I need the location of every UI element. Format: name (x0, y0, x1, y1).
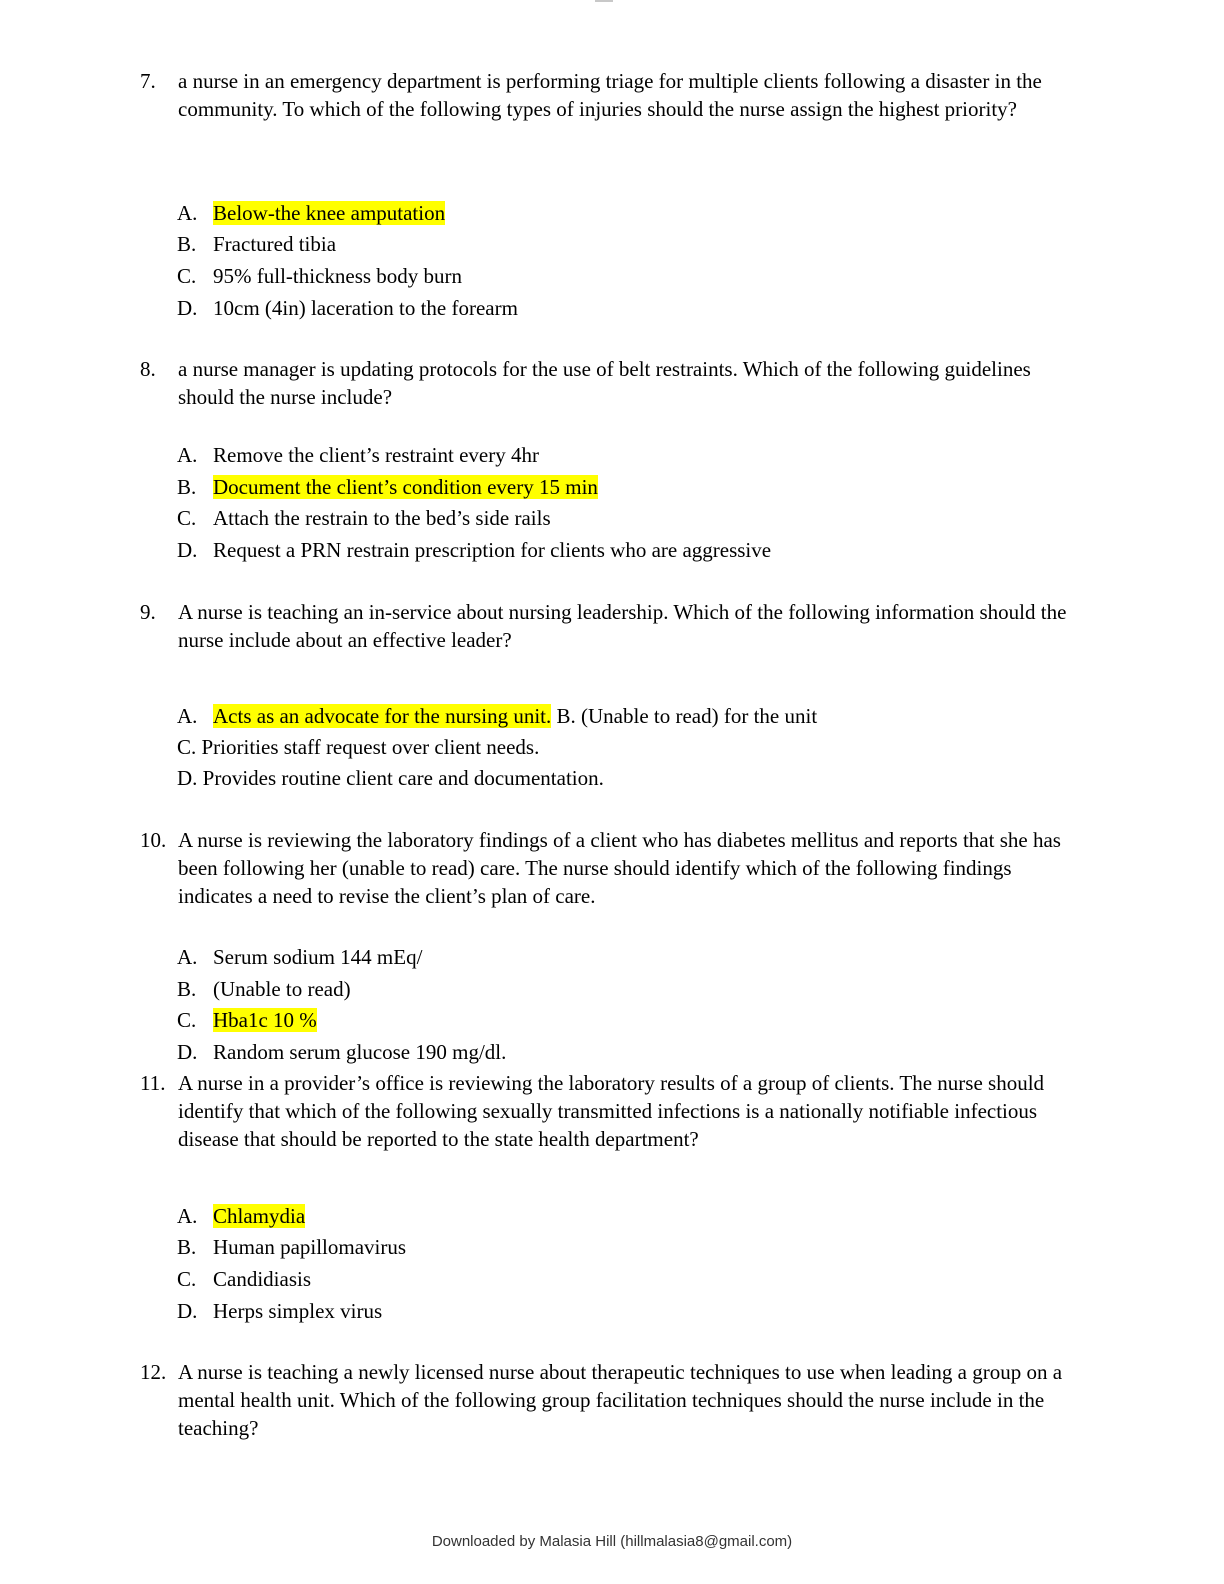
question-text: A nurse is reviewing the laboratory findings of a client who has diabetes mellitus and reports that she has been following her (unable to read) care. The nurse should identify which of the following findings indicates a need to revise the client’s plan of care. (178, 828, 1061, 908)
question-7 (140, 67, 1080, 123)
question-number: 7. (140, 69, 156, 93)
option-7d: D. 10cm (4in) laceration to the forearm (177, 296, 518, 320)
highlighted-answer: Below-the knee amputation (213, 201, 446, 225)
question-number: 9. (140, 600, 156, 624)
question-12 (140, 1358, 1080, 1442)
question-text: A nurse is teaching a newly licensed nurse about therapeutic techniques to use when leading a group on a mental health unit. Which of the following group facilitation techniques should the nurse include in the teaching? (178, 1360, 1063, 1440)
question-text: a nurse manager is updating protocols for the use of belt restraints. Which of the following guidelines should the nurse include? (178, 357, 1031, 409)
highlighted-answer: Acts as an advocate for the nursing unit. (213, 704, 552, 728)
option-10a: A. Serum sodium 144 mEq/ (177, 945, 423, 969)
option-11c: C. Candidiasis (177, 1267, 311, 1291)
question-number: 8. (140, 357, 156, 381)
highlighted-answer: Document the client’s condition every 15 min (213, 475, 598, 499)
question-text: A nurse is teaching an in-service about nursing leadership. Which of the following information should the nurse include about an effective leader? (178, 600, 1067, 652)
question-10 (140, 826, 1080, 910)
option-10b: B. (Unable to read) (177, 977, 351, 1001)
option-7a: A. Below-the knee amputation (177, 201, 446, 225)
option-9a: A. Acts as an advocate for the nursing unit. B. (Unable to read) for the unit (177, 704, 818, 728)
option-11d: D. Herps simplex virus (177, 1299, 383, 1323)
download-footer: Downloaded by Malasia Hill (hillmalasia8@gmail.com) (431, 1533, 793, 1550)
option-10d: D. Random serum glucose 190 mg/dl. (177, 1040, 507, 1064)
option-8d: D. Request a PRN restrain prescription for clients who are aggressive (177, 538, 772, 562)
option-10c: C. Hba1c 10 % (177, 1008, 317, 1032)
top-mark (595, 0, 613, 2)
question-8 (140, 355, 1080, 411)
option-7c: C. 95% full-thickness body burn (177, 264, 463, 288)
highlighted-answer: Chlamydia (213, 1204, 306, 1228)
option-8b: B. Document the client’s condition every 15 min (177, 475, 598, 499)
question-number: 12. (140, 1360, 167, 1384)
option-7b: B. Fractured tibia (177, 232, 337, 256)
option-9c: C. Priorities staff request over client needs. (177, 735, 540, 759)
option-8c: C. Attach the restrain to the bed’s side rails (177, 506, 551, 530)
option-11b: B. Human papillomavirus (177, 1235, 407, 1259)
option-11a: A. Chlamydia (177, 1204, 306, 1228)
option-8a: A. Remove the client’s restraint every 4hr (177, 443, 539, 467)
question-11 (140, 1069, 1080, 1153)
option-9d: D. Provides routine client care and documentation. (177, 766, 604, 790)
question-number: 11. (140, 1071, 166, 1095)
question-text: a nurse in an emergency department is performing triage for multiple clients following a disaster in the community. To which of the following types of injuries should the nurse assign the highest priority? (178, 69, 1042, 121)
question-9 (140, 598, 1080, 654)
question-number: 10. (140, 828, 167, 852)
question-text: A nurse in a provider’s office is reviewing the laboratory results of a group of clients. The nurse should identify that which of the following sexually transmitted infections is a nationally notifiable infectious disease that should be reported to the state health department? (178, 1071, 1045, 1151)
highlighted-answer: Hba1c 10 % (213, 1008, 317, 1032)
